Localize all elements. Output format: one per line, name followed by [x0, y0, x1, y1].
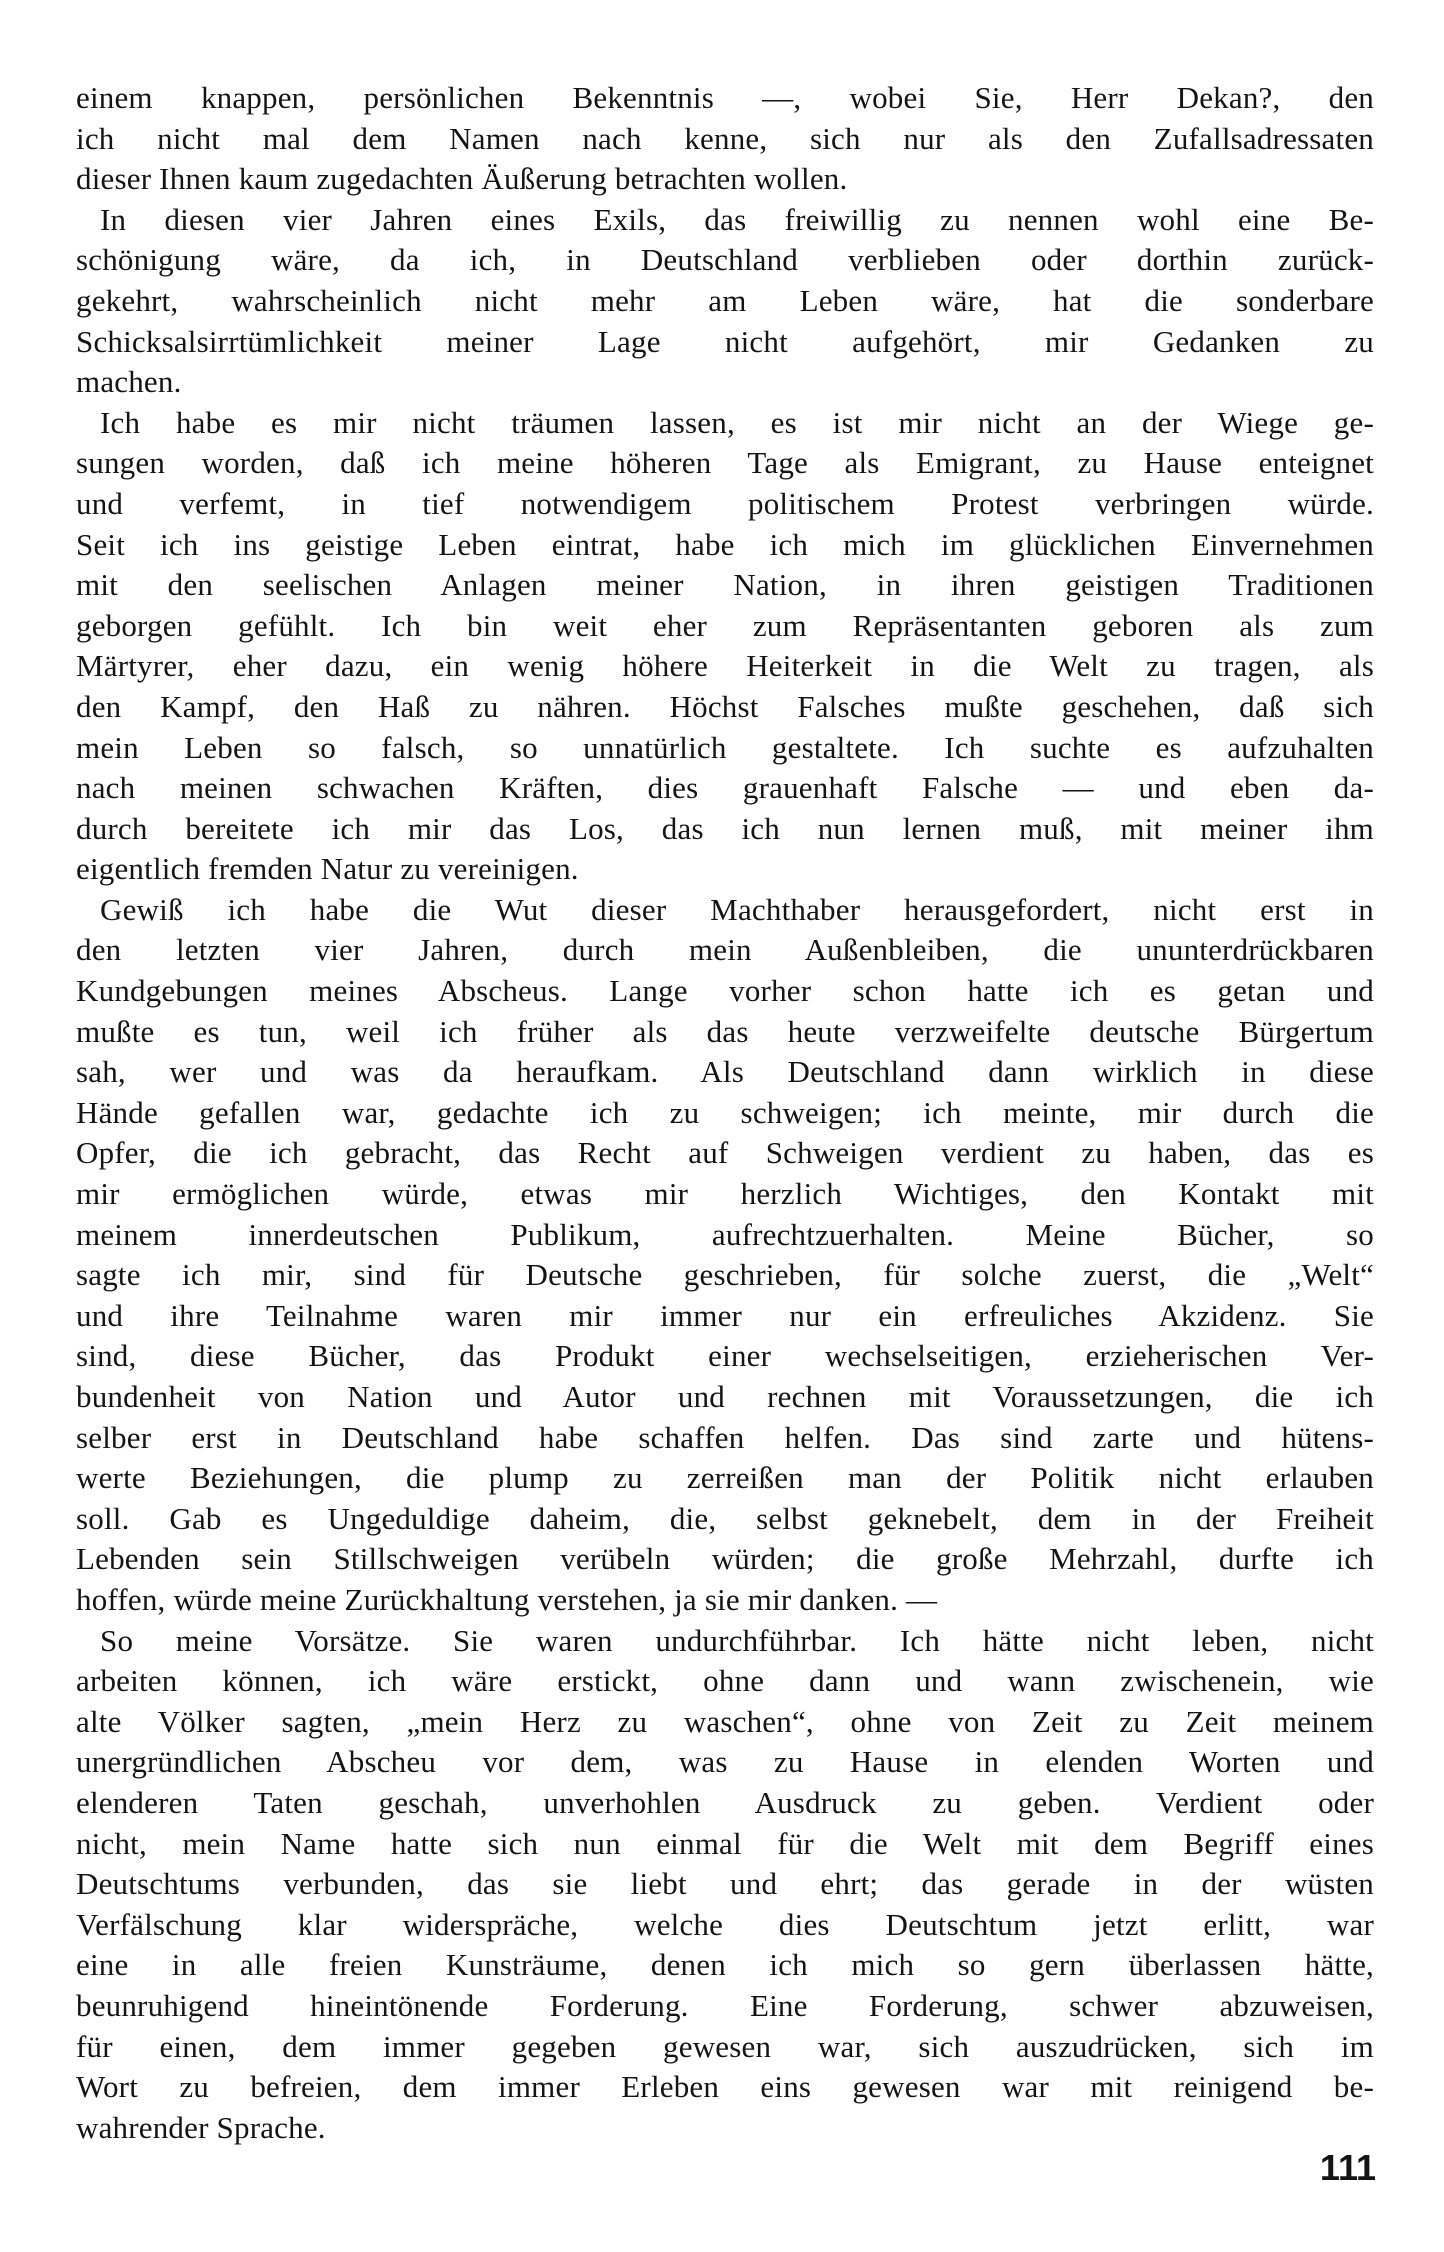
text-line: meinem innerdeutschen Publikum, aufrechtzuerhalten. Meine Bücher, so	[76, 1216, 1374, 1252]
text-line: sungen worden, daß ich meine höheren Tage als Emigrant, zu Hause enteignet	[76, 445, 1374, 481]
paragraph-2	[76, 200, 1374, 403]
text-line: sah, wer und was da heraufkam. Als Deutschland dann wirklich in diese	[76, 1054, 1374, 1090]
paragraph-1	[76, 78, 1374, 200]
text-line: selber erst in Deutschland habe schaffen helfen. Das sind zarte und hütens-	[76, 1419, 1374, 1455]
paragraph-5	[76, 1621, 1374, 2149]
text-line: den Kampf, den Haß zu nähren. Höchst Falsches mußte geschehen, daß sich	[76, 688, 1374, 724]
text-line: beunruhigend hineintönende Forderung. Eine Forderung, schwer abzuweisen,	[76, 1987, 1374, 2023]
text-line: Gewiß ich habe die Wut dieser Machthaber herausgefordert, nicht erst in	[100, 891, 1374, 927]
text-line: mit den seelischen Anlagen meiner Nation, in ihren geistigen Traditionen	[76, 567, 1374, 603]
text-line: und ihre Teilnahme waren mir immer nur ein erfreuliches Akzidenz. Sie	[76, 1297, 1374, 1333]
text-line: einem knappen, persönlichen Bekenntnis —, wobei Sie, Herr Dekan?, den	[76, 80, 1374, 115]
text-line: Seit ich ins geistige Leben eintrat, habe ich mich im glücklichen Einvernehmen	[76, 526, 1374, 562]
text-line: mir ermöglichen würde, etwas mir herzlich Wichtiges, den Kontakt mit	[76, 1176, 1374, 1212]
text-line: schönigung wäre, da ich, in Deutschland verblieben oder dorthin zurück-	[76, 242, 1374, 278]
text-line: Schicksalsirrtümlichkeit meiner Lage nicht aufgehört, mir Gedanken zu	[76, 323, 1374, 359]
text-line: unergründlichen Abscheu vor dem, was zu Hause in elenden Worten und	[76, 1744, 1374, 1780]
text-line: bundenheit von Nation und Autor und rechnen mit Voraussetzungen, die ich	[76, 1379, 1374, 1414]
text-line: Lebenden sein Stillschweigen verübeln würden; die große Mehrzahl, durfte ich	[76, 1541, 1374, 1577]
text-line: Ich habe es mir nicht träumen lassen, es ist mir nicht an der Wiege ge-	[100, 404, 1374, 440]
text-line: sind, diese Bücher, das Produkt einer wechselseitigen, erzieherischen Ver-	[76, 1338, 1374, 1374]
text-line: mußte es tun, weil ich früher als das heute verzweifelte deutsche Bürgertum	[76, 1013, 1374, 1049]
text-line: Kundgebungen meines Abscheus. Lange vorher schon hatte ich es getan und	[76, 973, 1374, 1009]
text-line: Hände gefallen war, gedachte ich zu schweigen; ich meinte, mir durch die	[76, 1094, 1374, 1130]
body-text	[76, 78, 1374, 2148]
text-line: geborgen gefühlt. Ich bin weit eher zum Repräsentanten geboren als zum	[76, 607, 1374, 643]
text-line: nach meinen schwachen Kräften, dies grauenhaft Falsche — und eben da-	[76, 770, 1374, 806]
text-line: ich nicht mal dem Namen nach kenne, sich nur als den Zufallsadressaten	[76, 120, 1374, 156]
text-line: gekehrt, wahrscheinlich nicht mehr am Leben wäre, hat die sonderbare	[76, 282, 1374, 318]
text-line: und verfemt, in tief notwendigem politischem Protest verbringen würde.	[76, 485, 1374, 521]
text-line: arbeiten können, ich wäre erstickt, ohne dann und wann zwischenein, wie	[76, 1663, 1374, 1699]
text-line: sagte ich mir, sind für Deutsche geschrieben, für solche zuerst, die „Welt“	[76, 1257, 1374, 1293]
text-line: elenderen Taten geschah, unverhohlen Ausdruck zu geben. Verdient oder	[76, 1784, 1374, 1820]
text-line: In diesen vier Jahren eines Exils, das freiwillig zu nennen wohl eine Be-	[100, 201, 1374, 237]
text-line: dieser Ihnen kaum zugedachten Äußerung betrachten wollen.	[76, 161, 848, 197]
text-line: werte Beziehungen, die plump zu zerreißen man der Politik nicht erlauben	[76, 1460, 1374, 1496]
text-line: nicht, mein Name hatte sich nun einmal für die Welt mit dem Begriff eines	[76, 1825, 1374, 1861]
text-line: Opfer, die ich gebracht, das Recht auf Schweigen verdient zu haben, das es	[76, 1135, 1374, 1171]
text-line: eine in alle freien Kunsträume, denen ich mich so gern überlassen hätte,	[76, 1947, 1374, 1983]
text-line: wahrender Sprache.	[76, 2109, 326, 2145]
text-line: hoffen, würde meine Zurückhaltung verstehen, ja sie mir danken. —	[76, 1581, 938, 1617]
text-line: alte Völker sagten, „mein Herz zu waschen“, ohne von Zeit zu Zeit meinem	[76, 1703, 1374, 1739]
text-line: Deutschtums verbunden, das sie liebt und ehrt; das gerade in der wüsten	[76, 1866, 1374, 1902]
text-line: eigentlich fremden Natur zu vereinigen.	[76, 851, 579, 887]
text-line: machen.	[76, 364, 182, 400]
text-line: soll. Gab es Ungeduldige daheim, die, selbst geknebelt, dem in der Freiheit	[76, 1500, 1374, 1536]
text-line: den letzten vier Jahren, durch mein Außenbleiben, die ununterdrückbaren	[76, 932, 1374, 968]
text-line: mein Leben so falsch, so unnatürlich gestaltete. Ich suchte es aufzuhalten	[76, 729, 1374, 765]
paragraph-3	[76, 403, 1374, 890]
page-number: 111	[1319, 2147, 1376, 2188]
text-line: durch bereitete ich mir das Los, das ich nun lernen muß, mit meiner ihm	[76, 810, 1374, 846]
text-line: für einen, dem immer gegeben gewesen war, sich auszudrücken, sich im	[76, 2028, 1374, 2064]
text-line: Wort zu befreien, dem immer Erleben eins gewesen war mit reinigend be-	[76, 2069, 1374, 2105]
text-line: So meine Vorsätze. Sie waren undurchführbar. Ich hätte nicht leben, nicht	[100, 1622, 1374, 1658]
text-line: Verfälschung klar widerspräche, welche dies Deutschtum jetzt erlitt, war	[76, 1906, 1374, 1942]
paragraph-4	[76, 890, 1374, 1621]
text-line: Märtyrer, eher dazu, ein wenig höhere Heiterkeit in die Welt zu tragen, als	[76, 648, 1374, 684]
